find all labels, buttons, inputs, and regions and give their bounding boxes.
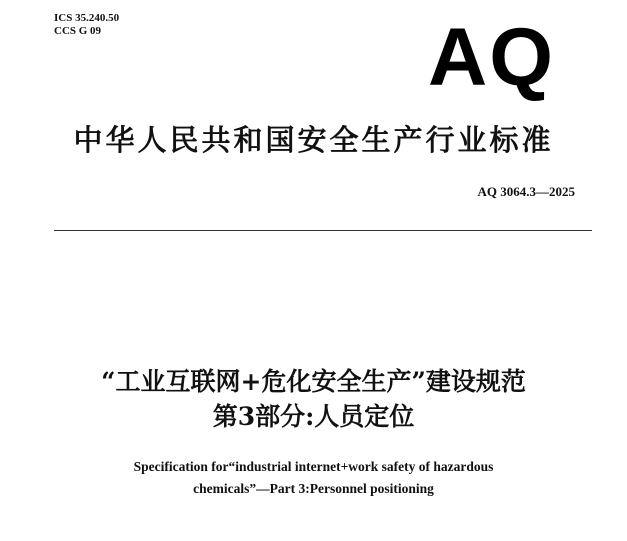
english-title-line-2: chemicals”—Part 3:Personnel positioning (193, 481, 434, 496)
classification-codes (54, 12, 119, 38)
aq-logo: AQ (428, 12, 555, 103)
chinese-title-line-1: “工业互联网+危化安全生产”建设规范 (101, 367, 526, 396)
standard-category-title: 中华人民共和国安全生产行业标准 (73, 123, 554, 157)
header-divider (54, 230, 592, 231)
chinese-title-line-2: 第3部分:人员定位 (212, 402, 415, 431)
ccs-code: CCS G 09 (54, 25, 102, 37)
standard-number: AQ 3064.3—2025 (477, 184, 575, 199)
ics-code: ICS 35.240.50 (54, 12, 120, 24)
english-title-line-1: Specification for“industrial internet+work safety of hazardous (133, 459, 494, 474)
